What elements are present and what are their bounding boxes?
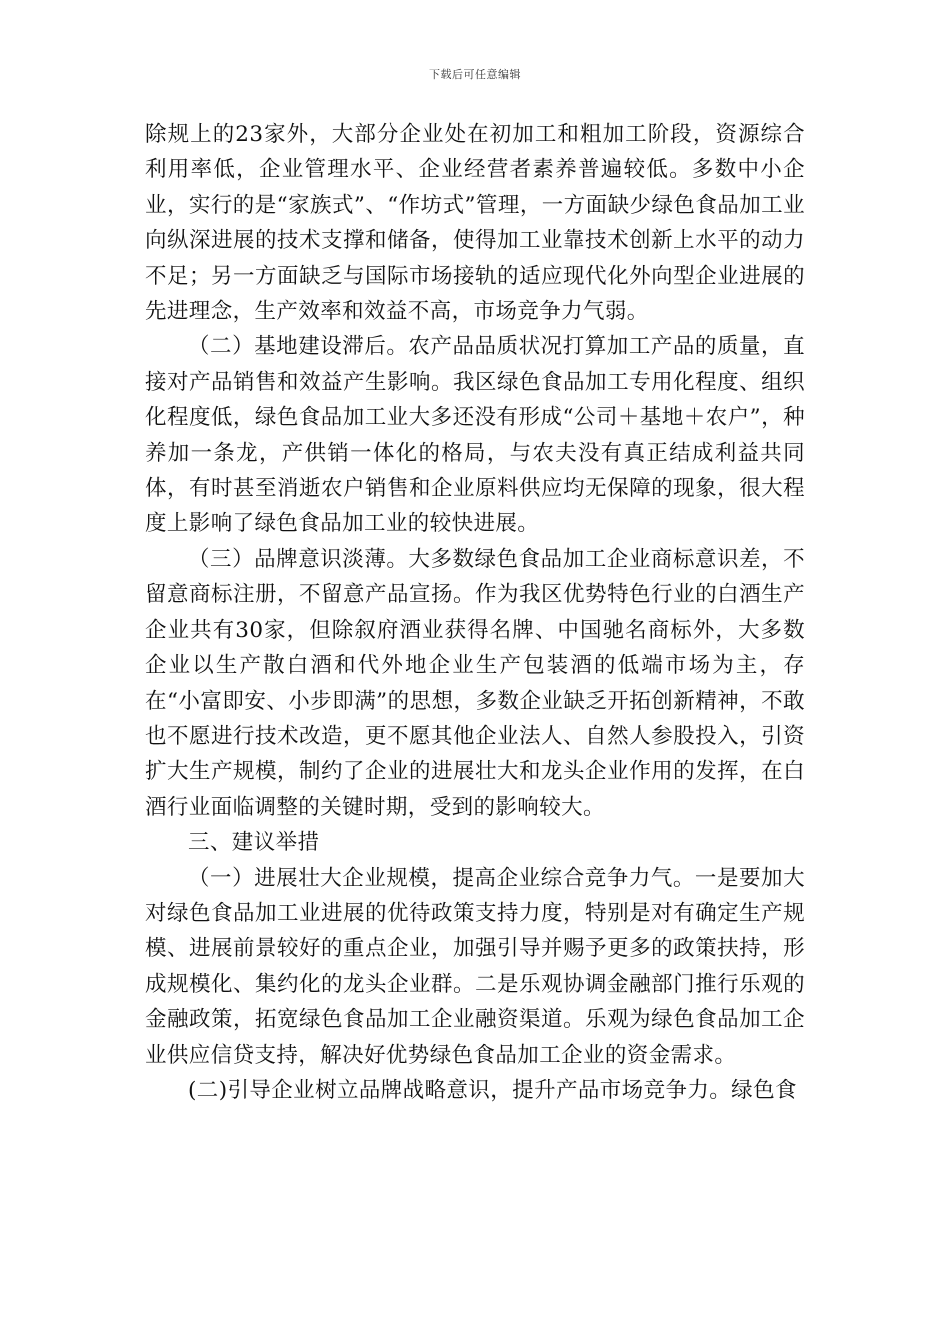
paragraph-brand-strategy: (二)引导企业树立品牌战略意识，提升产品市场竞争力。绿色食 <box>188 1077 797 1103</box>
section-heading-suggestions: 三、建议举措 <box>188 830 320 856</box>
document-body <box>145 117 805 1108</box>
page-header-note: 下载后可任意编辑 <box>429 68 521 81</box>
paragraph-base-construction: （二）基地建设滞后。农产品品质状况打算加工产品的质量，直接对产品销售和效益产生影响。我区绿色食品加工专用化程度、组织化程度低，绿色食品加工业大多还没有形成“公司＋基地＋农户”，种养加一条龙，产供销一体化的格局，与农夫没有真正结成利益共同体，有时甚至消逝农户销售和企业原料供应均无保障的现象，很大程度上影响了绿色食品加工业的较快进展。 <box>145 334 805 537</box>
paragraph-continuation: 除规上的23家外，大部分企业处在初加工和粗加工阶段，资源综合利用率低，企业管理水平、企业经营者素养普遍较低。多数中小企业，实行的是“家族式”、“作坊式”管理，一方面缺少绿色食品加工业向纵深进展的技术支撑和储备，使得加工业靠技术创新上水平的动力不足；另一方面缺乏与国际市场接轨的适应现代化外向型企业进展的先进理念，生产效率和效益不高，市场竞争力气弱。 <box>145 122 805 325</box>
paragraph-brand-awareness: （三）品牌意识淡薄。大多数绿色食品加工企业商标意识差，不留意商标注册，不留意产品宣扬。作为我区优势特色行业的白酒生产企业共有30家，但除叙府酒业获得名牌、中国驰名商标外，大多数企业以生产散白酒和代外地企业生产包装酒的低端市场为主，存在“小富即安、小步即满”的思想，多数企业缺乏开拓创新精神，不敢也不愿进行技术改造，更不愿其他企业法人、自然人参股投入，引资扩大生产规模，制约了企业的进展壮大和龙头企业作用的发挥，在白酒行业面临调整的关键时期，受到的影响较大。 <box>145 546 805 820</box>
paragraph-enterprise-scale: （一）进展壮大企业规模，提高企业综合竞争力气。一是要加大对绿色食品加工业进展的优待政策支持力度，特别是对有确定生产规模、进展前景较好的重点企业，加强引导并赐予更多的政策扶持，形成规模化、集约化的龙头企业群。二是乐观协调金融部门推行乐观的金融政策，拓宽绿色食品加工企业融资渠道。乐观为绿色食品加工企业供应信贷支持，解决好优势绿色食品加工企业的资金需求。 <box>145 865 805 1068</box>
